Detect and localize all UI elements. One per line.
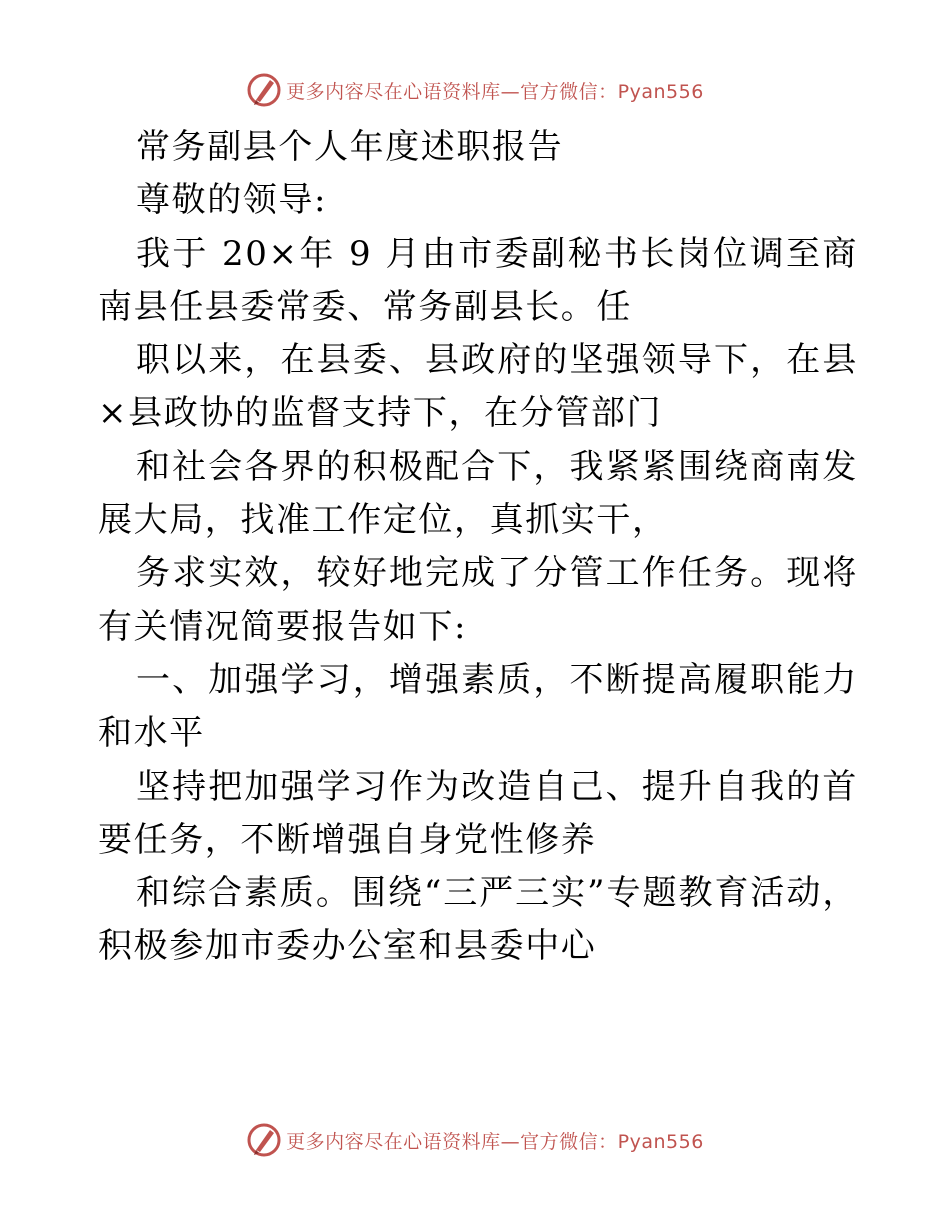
section-heading: 一、加强学习，增强素质，不断提高履职能力和水平 [98,659,858,754]
pen-circle-icon [246,1122,282,1158]
body-paragraph: 务求实效，较好地完成了分管工作任务。现将有关情况简要报告如下: [98,553,858,647]
body-paragraph: 职以来，在县委、县政府的坚强领导下，在县×县政协的监督支持下，在分管部门 [98,340,858,434]
body-paragraph: 和社会各界的积极配合下，我紧紧围绕商南发展大局，找准工作定位，真抓实干， [98,446,858,541]
document-body [98,121,858,974]
pen-circle-icon [246,72,282,108]
footer-banner-text: 更多内容尽在心语资料库—官方微信：Pyan556 [286,1130,704,1153]
body-paragraph: 和综合素质。围绕“三严三实”专题教育活动，积极参加市委办公室和县委中心 [98,873,858,967]
body-paragraph: 我于 20×年 9 月由市委副秘书长岗位调至商南县任县委常委、常务副县长。任 [98,233,858,327]
salutation: 尊敬的领导: [136,180,328,221]
footer-banner [0,1120,950,1160]
document-title: 常务副县个人年度述职报告 [136,127,564,167]
header-banner [0,70,950,110]
header-banner-text: 更多内容尽在心语资料库—官方微信：Pyan556 [286,80,704,103]
body-paragraph: 坚持把加强学习作为改造自己、提升自我的首要任务，不断增强自身党性修养 [98,766,858,860]
